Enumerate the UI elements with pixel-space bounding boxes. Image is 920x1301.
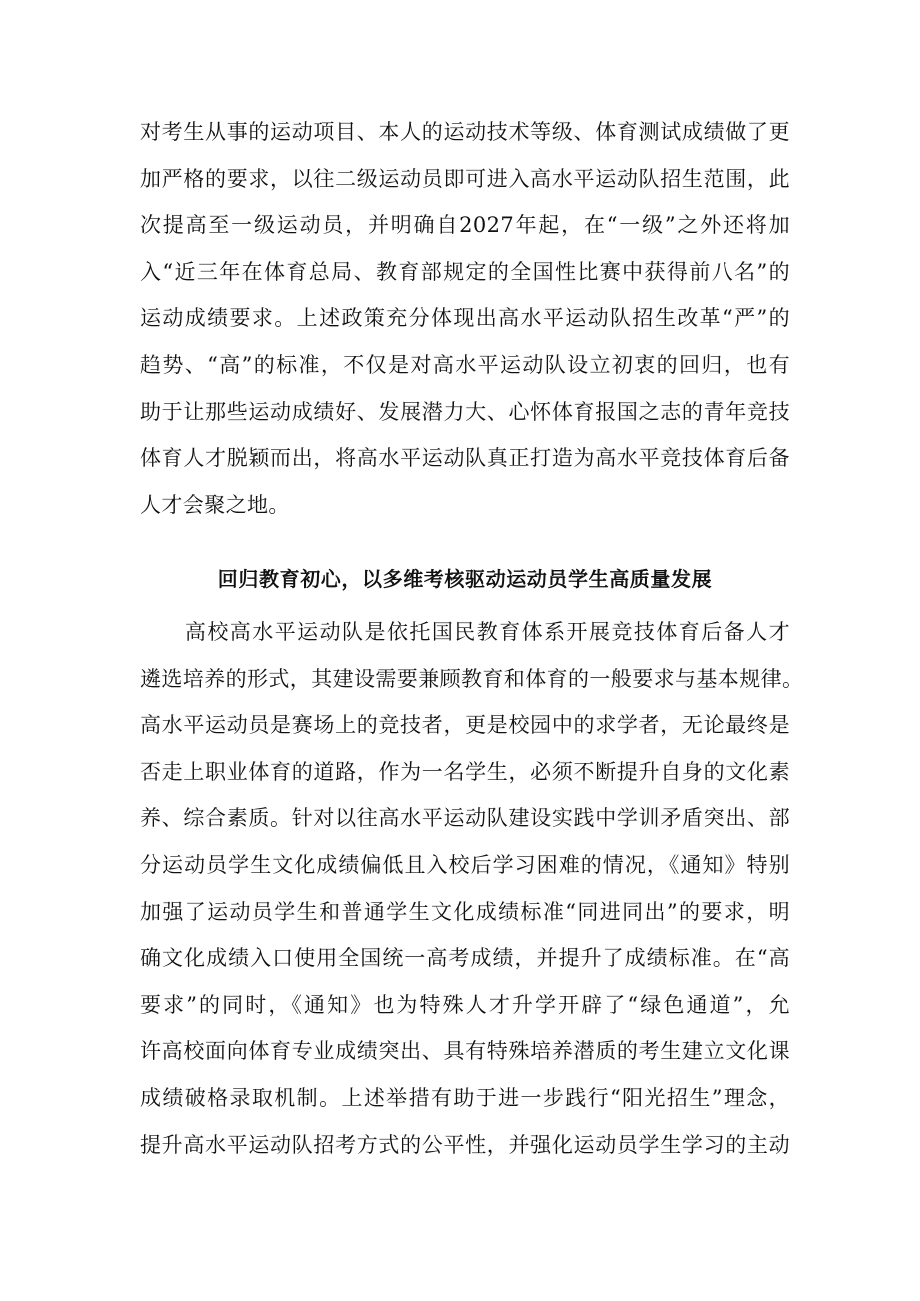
text-line: 运动成绩要求。上述政策充分体现出高水平运动队招生改革“严”的	[140, 306, 790, 331]
text-line: 体育人才脱颖而出，将高水平运动队真正打造为高水平竞技体育后备	[140, 446, 790, 471]
text-line: 提升高水平运动队招考方式的公平性，并强化运动员学生学习的主动	[140, 1132, 790, 1157]
text-line: 加强了运动员学生和普通学生文化成绩标准“同进同出”的要求，明	[140, 899, 790, 924]
body-paragraph	[140, 609, 804, 1168]
text-line: 入“近三年在体育总局、教育部规定的全国性比赛中获得前八名”的	[140, 259, 790, 284]
text-line: 人才会聚之地。	[140, 492, 290, 517]
text-line: 养、综合素质。针对以往高水平运动队建设实践中学训矛盾突出、部	[140, 806, 790, 831]
text-line: 趋势、“高”的标准，不仅是对高水平运动队设立初衷的回归，也有	[140, 352, 790, 377]
text-line: 成绩破格录取机制。上述举措有助于进一步践行“阳光招生”理念，	[140, 1085, 790, 1110]
text-line: 高校高水平运动队是依托国民教育体系开展竞技体育后备人才	[140, 620, 790, 644]
text-line: 否走上职业体育的道路，作为一名学生，必须不断提升自身的文化素	[140, 759, 790, 784]
text-line: 对考生从事的运动项目、本人的运动技术等级、体育测试成绩做了更	[140, 120, 790, 144]
text-line: 加严格的要求，以往二级运动员即可进入高水平运动队招生范围，此	[140, 166, 790, 191]
text-line: 分运动员学生文化成绩偏低且入校后学习困难的情况，《通知》特别	[140, 852, 790, 877]
text-line: 许高校面向体育专业成绩突出、具有特殊培养潜质的考生建立文化课	[140, 1039, 790, 1064]
body-paragraph	[140, 109, 790, 528]
text-line: 助于让那些运动成绩好、发展潜力大、心怀体育报国之志的青年竞技	[140, 399, 790, 424]
text-line: 确文化成绩入口使用全国统一高考成绩，并提升了成绩标准。在“高	[140, 946, 790, 971]
text-line: 要求”的同时，《通知》也为特殊人才升学开辟了“绿色通道”，允	[140, 992, 790, 1017]
text-line: 高水平运动员是赛场上的竞技者，更是校园中的求学者，无论最终是	[140, 713, 790, 738]
text-line: 次提高至一级运动员，并明确自2027年起，在“一级”之外还将加	[140, 213, 790, 238]
text-line: 遴选培养的形式，其建设需要兼顾教育和体育的一般要求与基本规律。	[140, 666, 804, 691]
section-heading: 回归教育初心，以多维考核驱动运动员学生高质量发展	[217, 567, 713, 591]
